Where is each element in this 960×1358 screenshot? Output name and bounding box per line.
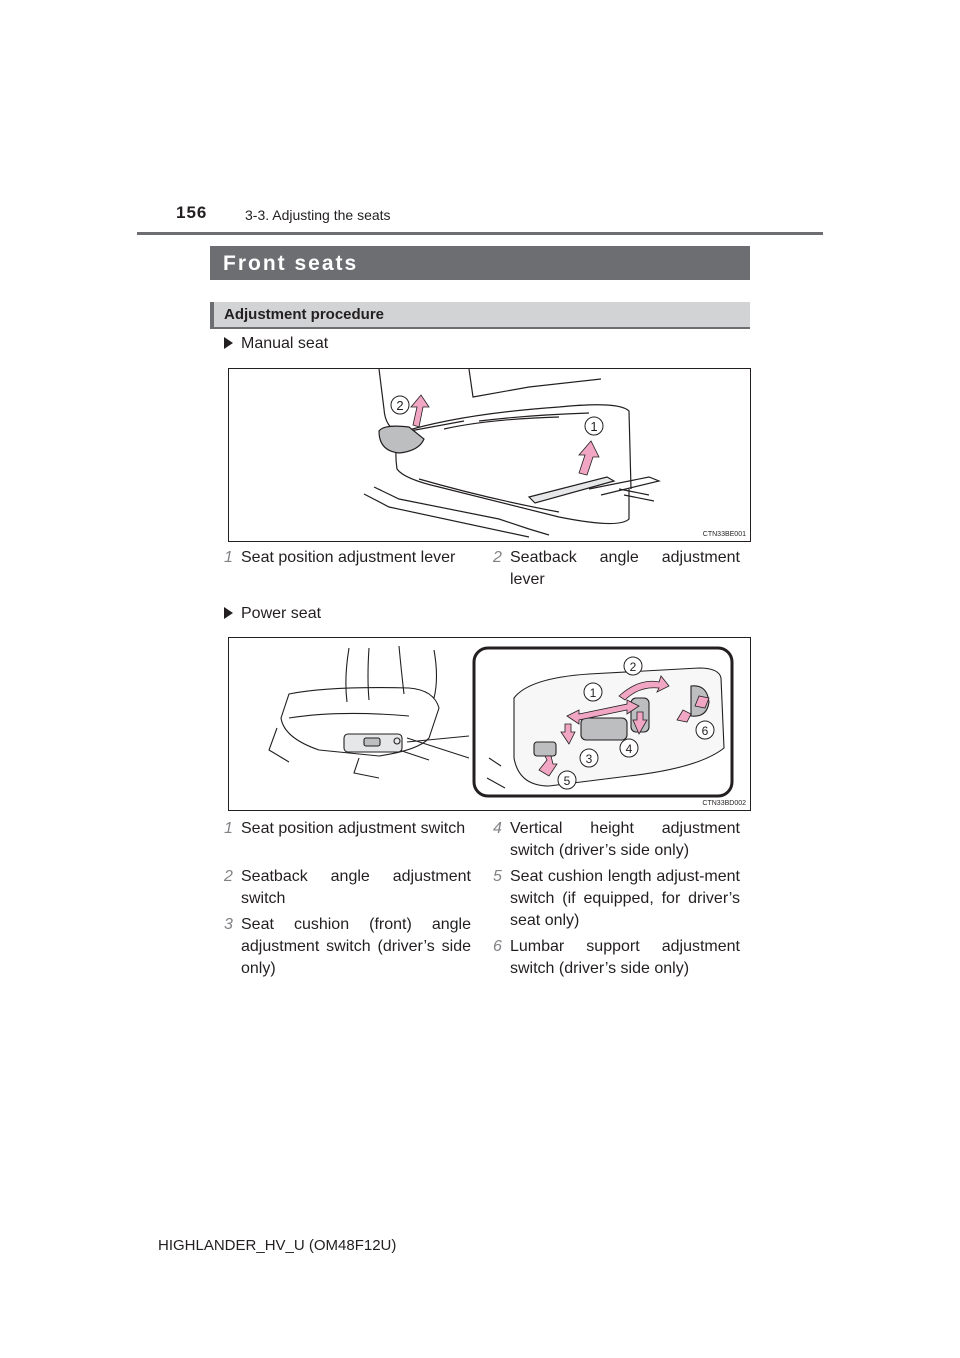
subtitle: Adjustment procedure	[224, 306, 385, 323]
subtitle-bar	[210, 302, 750, 329]
footer-model-code: HIGHLANDER_HV_U (OM48F12U)	[158, 1237, 397, 1254]
power-item-3-text: Seat cushion (front) angle adjustment switch (driver’s side only)	[241, 916, 471, 977]
manual-callout-1	[585, 417, 603, 435]
power-callout-1	[584, 683, 602, 701]
manual-seat-figure	[228, 368, 751, 542]
power-callout-2-label: 2	[629, 660, 637, 674]
power-callout-1-label: 1	[589, 686, 597, 700]
power-callout-6	[696, 721, 714, 739]
manual-item-2-text: Seatback angle adjustment lever	[510, 549, 740, 588]
manual-callout-2-label: 2	[396, 398, 404, 413]
manual-figure-code: CTN33BE001	[702, 531, 746, 538]
section-label: 3-3. Adjusting the seats	[245, 207, 391, 223]
lever-2-arrow	[411, 395, 429, 427]
manual-item-1-text: Seat position adjustment lever	[241, 549, 456, 566]
lever-1-arrow	[579, 441, 599, 475]
subtitle-accent	[210, 302, 214, 329]
power-item-1-text: Seat position adjustment switch	[241, 820, 466, 837]
bullet-arrow-icon	[224, 337, 233, 349]
bullet-arrow-icon	[224, 607, 233, 619]
power-callout-5	[558, 771, 576, 789]
power-callout-3-label: 3	[585, 752, 593, 766]
page-title: Front seats	[223, 252, 359, 275]
manual-seat-illustration	[229, 369, 750, 541]
power-seat-heading-text: Power seat	[241, 605, 322, 622]
power-seat-heading	[224, 605, 321, 623]
manual-item-1-number: 1	[224, 549, 233, 566]
power-figure-code: CTN33BD002	[702, 800, 746, 807]
section-title-bar	[210, 246, 750, 280]
manual-seat-heading-text: Manual seat	[241, 335, 329, 352]
power-item-1-number: 1	[224, 820, 233, 837]
power-callout-6-label: 6	[701, 724, 709, 738]
power-item-2-number: 2	[224, 868, 233, 885]
power-callout-3	[580, 749, 598, 767]
power-item-4-number: 4	[493, 820, 502, 837]
power-item-6-number: 6	[493, 938, 502, 955]
power-seat-illustration	[229, 638, 750, 810]
page-number: 156	[176, 203, 208, 222]
manual-callout-2	[391, 396, 409, 414]
power-callout-2	[624, 657, 642, 675]
power-callout-5-label: 5	[563, 774, 571, 788]
power-callout-4-label: 4	[625, 742, 633, 756]
manual-item-2-number: 2	[493, 549, 502, 566]
power-item-6-text: Lumbar support adjustment switch (driver’s side only)	[510, 938, 740, 977]
power-item-4-text: Vertical height adjustment switch (driver’s side only)	[510, 820, 740, 859]
manual-callout-1-label: 1	[590, 419, 598, 434]
power-item-3-number: 3	[224, 916, 233, 933]
power-item-2-text: Seatback angle adjustment switch	[241, 868, 471, 907]
manual-seat-heading	[224, 335, 328, 353]
power-item-5-text: Seat cushion length adjust-ment switch (if equipped, for driver’s seat only)	[510, 868, 740, 929]
power-seat-figure	[228, 637, 751, 811]
power-item-5-number: 5	[493, 868, 502, 885]
power-callout-4	[620, 739, 638, 757]
header-rule	[137, 232, 823, 235]
